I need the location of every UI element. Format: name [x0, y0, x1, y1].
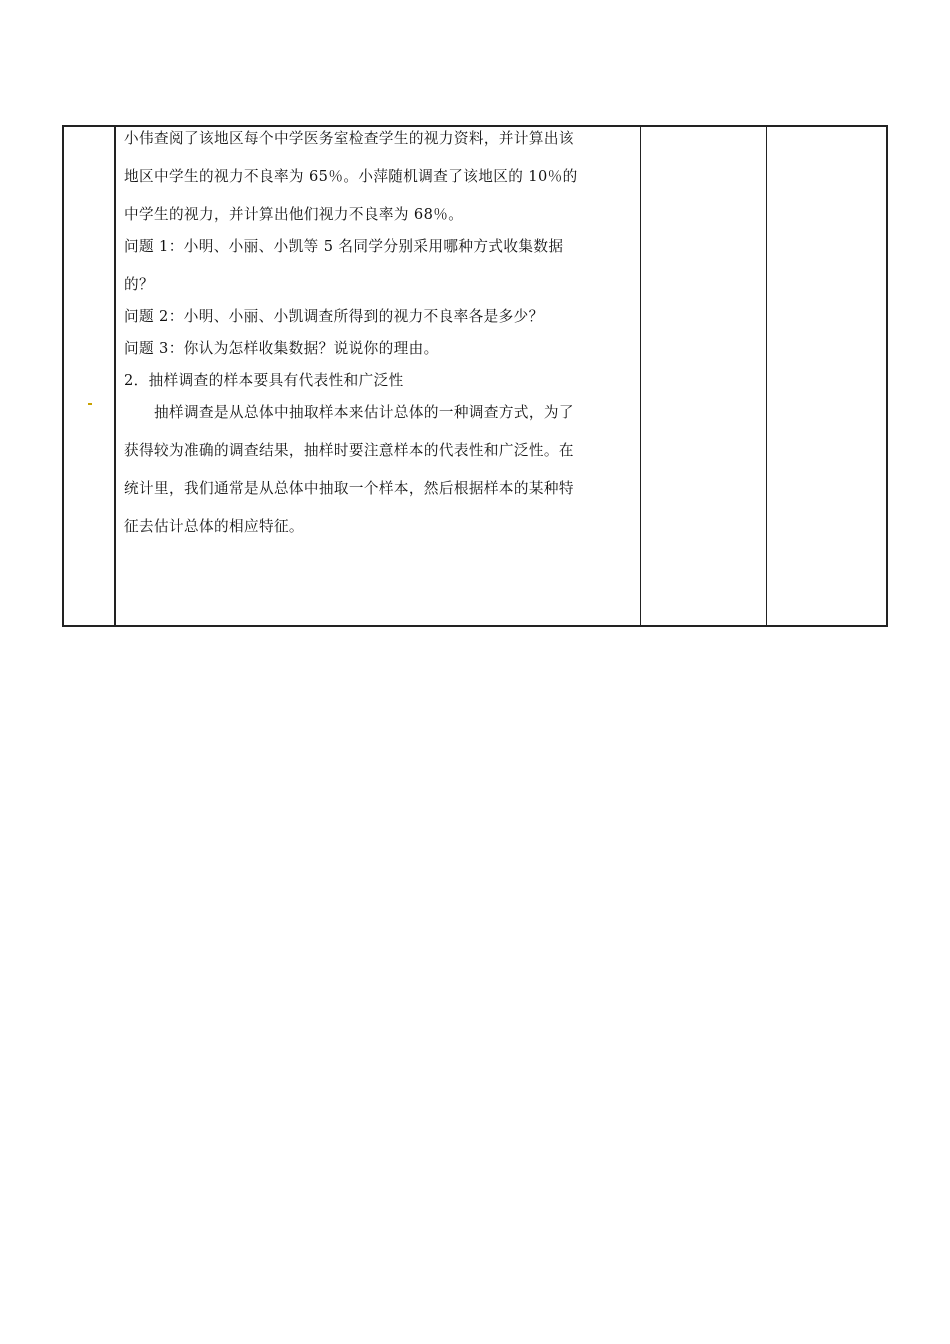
left-narrow-cell	[63, 126, 115, 626]
content-cell	[115, 126, 641, 626]
question1-line: 问题 1：小明、小丽、小凯等 5 名同学分别采用哪种方式收集数据	[124, 238, 564, 255]
lesson-table	[62, 125, 888, 627]
paragraph2-line: 获得较为准确的调查结果，抽样时要注意样本的代表性和广泛性。在	[124, 442, 574, 459]
paragraph1-line: 中学生的视力，并计算出他们视力不良率为 68％。	[124, 206, 464, 223]
section-heading: 2．抽样调查的样本要具有代表性和广泛性	[124, 372, 404, 389]
right-empty-cell-2	[767, 126, 888, 626]
paragraph1-line: 地区中学生的视力不良率为 65％。小萍随机调查了该地区的 10％的	[124, 168, 578, 185]
paragraph2-line: 征去估计总体的相应特征。	[124, 518, 304, 535]
question1-line: 的？	[124, 276, 154, 293]
content-body	[116, 127, 640, 537]
margin-mark	[88, 403, 92, 405]
paragraph2-line: 统计里，我们通常是从总体中抽取一个样本，然后根据样本的某种特	[124, 480, 574, 497]
table-row	[63, 126, 887, 626]
paragraph2-line: 抽样调查是从总体中抽取样本来估计总体的一种调查方式，为了	[154, 404, 574, 421]
paragraph1-line: 小伟查阅了该地区每个中学医务室检查学生的视力资料，并计算出该	[124, 130, 574, 147]
question3-text: 问题 3：你认为怎样收集数据？说说你的理由。	[124, 340, 439, 357]
right-empty-cell-1	[641, 126, 767, 626]
question2-text: 问题 2：小明、小丽、小凯调查所得到的视力不良率各是多少？	[124, 308, 544, 325]
